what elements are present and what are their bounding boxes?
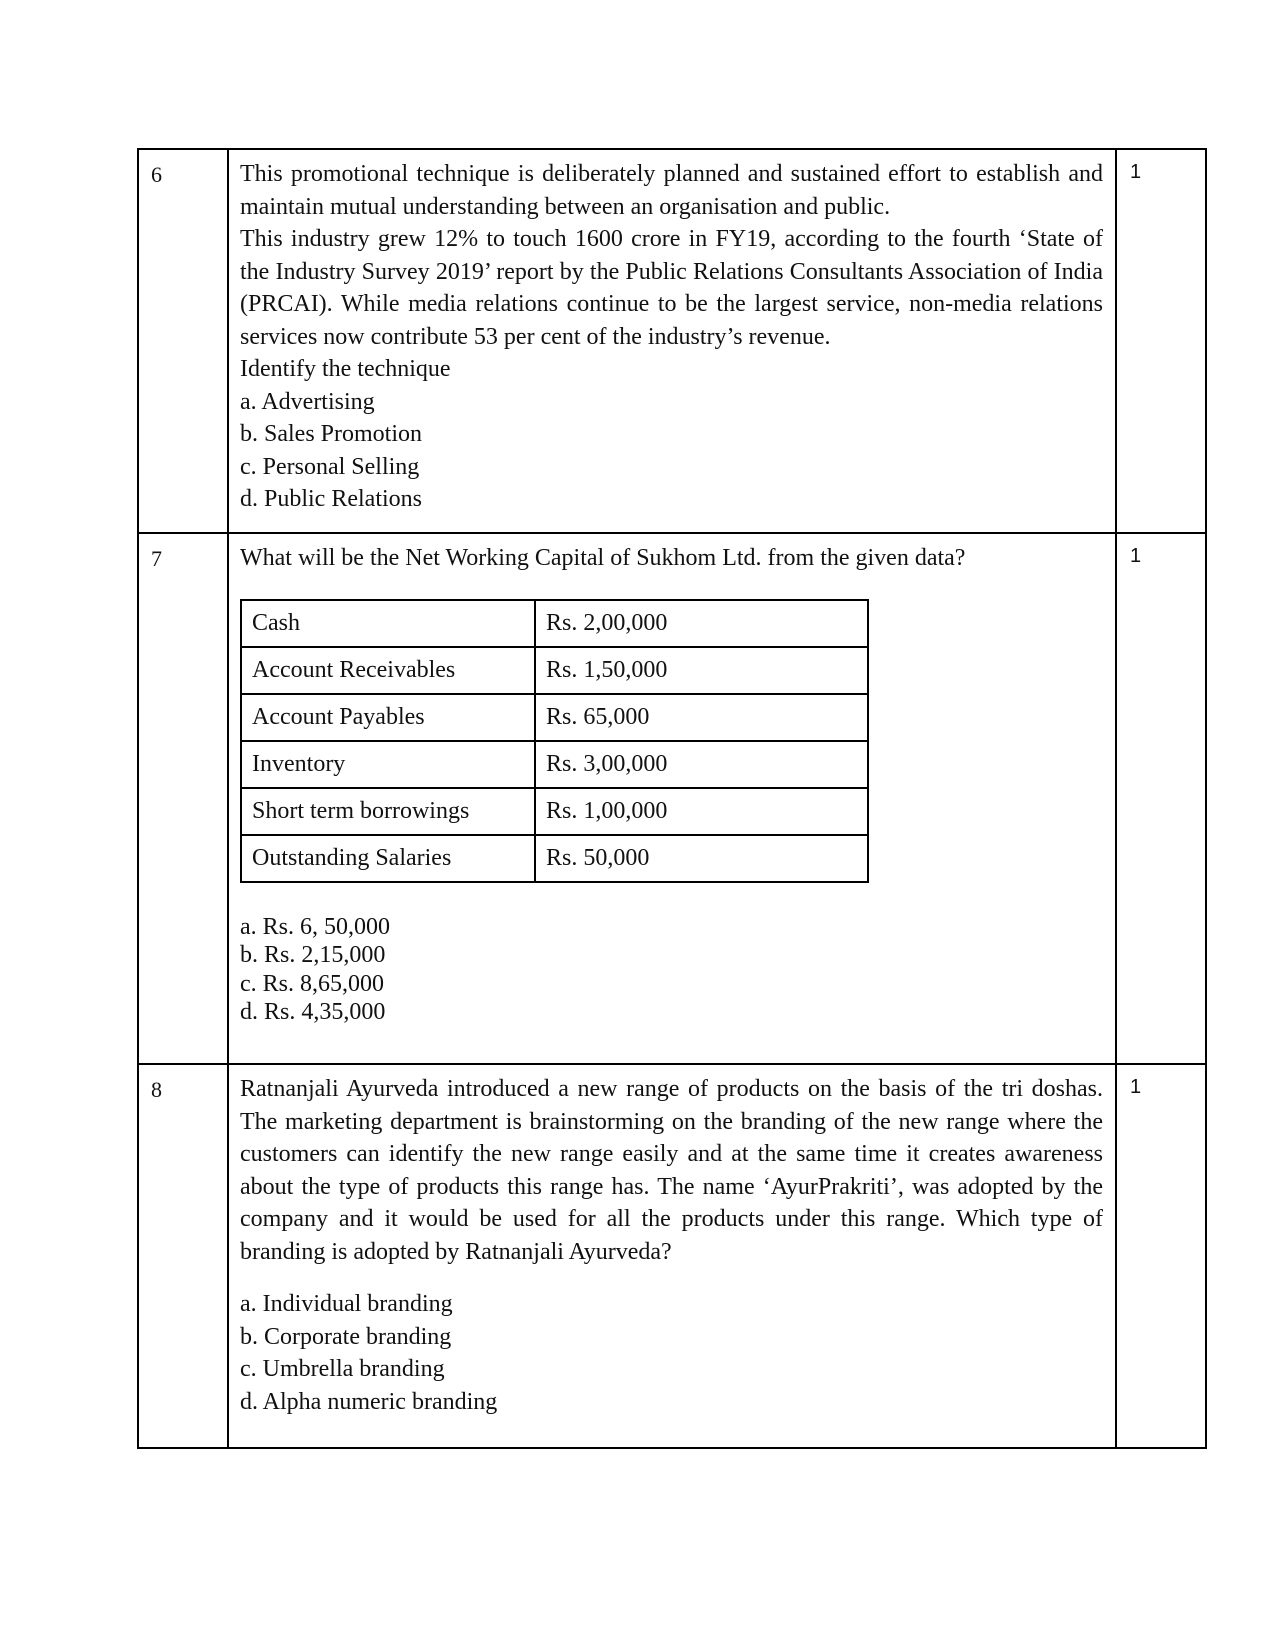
question-row-8 [138,1064,1206,1448]
table-row [241,600,868,647]
question-prompt: Identify the technique [240,356,451,382]
item-cell: Inventory [241,741,535,788]
table-row [241,647,868,694]
question-paragraph: Ratnanjali Ayurveda introduced a new range of products on the basis of the tri doshas. The marketing department is brainstorming on the branding of the new range where the customers can identify the new range easily and at the same time it creates awareness about the type of products this range has. The name ‘AyurPrakriti’, was adopted by the company and it would be used for all the products under this range. Which type of branding is adopted by Ratnanjali Ayurveda? [240,1076,1103,1265]
question-row-7 [138,533,1206,1064]
question-marks: 1 [1116,1064,1206,1448]
item-cell: Outstanding Salaries [241,835,535,882]
options-list [240,913,1103,1027]
table-row [241,741,868,788]
item-cell: Short term borrowings [241,788,535,835]
table-row [241,788,868,835]
amount-cell: Rs. 65,000 [535,694,868,741]
option-d: d. Rs. 4,35,000 [240,999,386,1025]
question-paragraph: This promotional technique is deliberately planned and sustained effort to establish and maintain mutual understanding between an organisation and public. [240,161,1103,220]
question-number: 8 [138,1064,228,1448]
option-c: c. Umbrella branding [240,1356,445,1382]
amount-cell: Rs. 2,00,000 [535,600,868,647]
option-b: b. Sales Promotion [240,421,423,447]
option-a: a. Rs. 6, 50,000 [240,913,390,940]
amount-cell: Rs. 3,00,000 [535,741,868,788]
spacer [240,1268,1103,1288]
item-cell: Account Receivables [241,647,535,694]
table-row [241,835,868,882]
question-body [228,1064,1116,1448]
option-b: b. Corporate branding [240,1323,452,1350]
question-table [137,148,1207,1449]
question-body [228,533,1116,1064]
amount-cell: Rs. 1,50,000 [535,647,868,694]
question-marks: 1 [1116,533,1206,1064]
option-d: d. Alpha numeric branding [240,1388,498,1415]
question-number: 7 [138,533,228,1064]
amount-cell: Rs. 1,00,000 [535,788,868,835]
question-marks: 1 [1116,149,1206,533]
option-a: a. Advertising [240,388,375,415]
question-number: 6 [138,149,228,533]
amount-cell: Rs. 50,000 [535,835,868,882]
question-text: What will be the Net Working Capital of Sukhom Ltd. from the given data? [240,545,966,571]
item-cell: Cash [241,600,535,647]
option-a: a. Individual branding [240,1291,453,1317]
option-c: c. Rs. 8,65,000 [240,970,384,997]
question-body [228,149,1116,533]
question-paragraph: This industry grew 12% to touch 1600 crore in FY19, according to the fourth ‘State of the Industry Survey 2019’ report by the Public Relations Consultants Association of India (PRCAI). While media relations continue to be the largest service, non-media relations services now contribute 53 per cent of the industry’s revenue. [240,226,1103,350]
item-cell: Account Payables [241,694,535,741]
working-capital-table [240,599,869,883]
table-row [241,694,868,741]
option-d: d. Public Relations [240,486,422,512]
option-b: b. Rs. 2,15,000 [240,942,386,968]
question-row-6 [138,149,1206,533]
option-c: c. Personal Selling [240,453,420,480]
